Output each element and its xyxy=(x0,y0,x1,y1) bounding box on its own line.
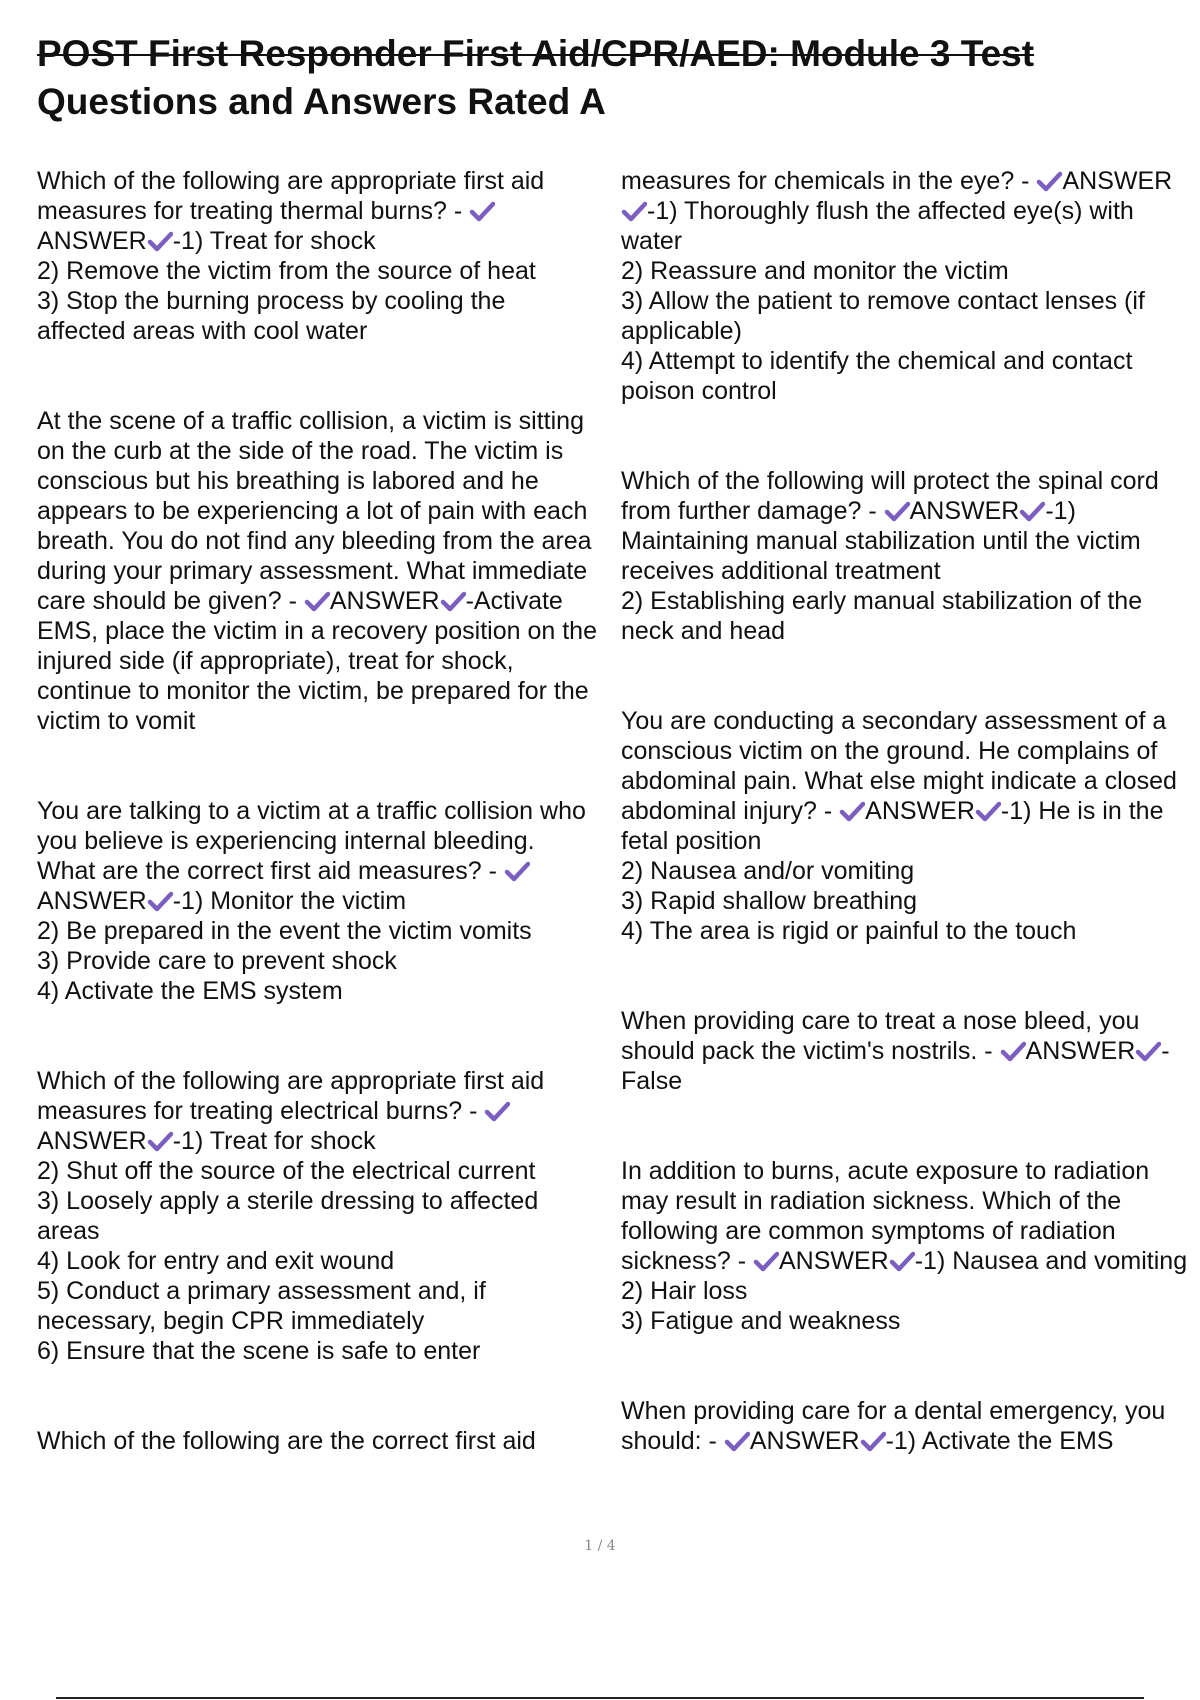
question-text: You are talking to a victim at a traffic collision who you believe is experiencing internal bleeding. What are the correct first aid measures? - xyxy=(37,797,586,885)
answer-list-item: 4) Attempt to identify the chemical and contact poison control xyxy=(621,347,1133,405)
checkmark-icon xyxy=(621,200,647,222)
checkmark-icon xyxy=(753,1250,779,1272)
title-line-1: POST First Responder First Aid/CPR/AED: Module 3 Test xyxy=(37,33,1035,74)
qa-paragraph xyxy=(621,1396,1196,1456)
qa-paragraph xyxy=(621,466,1196,586)
answer-list-item: 3) Allow the patient to remove contact lenses (if applicable) xyxy=(621,287,1145,345)
answer-text: -1) Maintaining manual stabilization until the victim receives additional treatment xyxy=(621,497,1141,585)
answer-label: ANSWER xyxy=(37,887,147,915)
checkmark-icon xyxy=(1000,1040,1026,1062)
answer-label: ANSWER xyxy=(1062,167,1173,195)
qa-paragraph xyxy=(621,1006,1196,1096)
answer-list-item: 2) Remove the victim from the source of heat xyxy=(37,257,536,285)
answer-label: ANSWER xyxy=(329,587,440,615)
question-text: Which of the following are appropriate first aid measures for treating electrical burns? - xyxy=(37,1067,545,1125)
answer-label: ANSWER xyxy=(37,227,147,255)
answer-list-item: 4) Look for entry and exit wound xyxy=(37,1247,395,1275)
qa-item xyxy=(621,466,1196,646)
answer-text: -1) Thoroughly flush the affected eye(s) with water xyxy=(621,197,1134,255)
checkmark-icon xyxy=(147,1130,173,1152)
qa-paragraph xyxy=(37,406,597,736)
answer-label: ANSWER xyxy=(909,497,1020,525)
answer-text: -1) Monitor the victim xyxy=(172,887,407,915)
qa-paragraph xyxy=(37,1426,597,1456)
answer-list-item: 5) Conduct a primary assessment and, if necessary, begin CPR immediately xyxy=(37,1277,486,1335)
answer-list-item: 4) The area is rigid or painful to the touch xyxy=(621,917,1077,945)
answer-list-item: 3) Rapid shallow breathing xyxy=(621,887,918,915)
question-text: In addition to burns, acute exposure to radiation may result in radiation sickness. Which of the following are common symptoms of radiation sickness? - xyxy=(621,1157,1150,1275)
answer-list-item: 3) Provide care to prevent shock xyxy=(37,947,397,975)
question-text: Which of the following will protect the spinal cord from further damage? - xyxy=(621,467,1159,525)
answer-list-item: 2) Be prepared in the event the victim vomits xyxy=(37,917,532,945)
qa-item xyxy=(621,706,1196,946)
answer-list-item: 4) Activate the EMS system xyxy=(37,977,343,1005)
checkmark-icon xyxy=(504,860,530,882)
checkmark-icon xyxy=(839,800,865,822)
qa-item xyxy=(37,1066,597,1366)
checkmark-icon xyxy=(1019,500,1045,522)
checkmark-icon xyxy=(469,200,495,222)
footer-divider xyxy=(56,1697,1144,1699)
checkmark-icon xyxy=(975,800,1001,822)
question-text: You are conducting a secondary assessment of a conscious victim on the ground. He complains of abdominal pain. What else might indicate a closed abdominal injury? - xyxy=(621,707,1177,825)
checkmark-icon xyxy=(1036,170,1062,192)
answer-list-item: 6) Ensure that the scene is safe to enter xyxy=(37,1337,481,1365)
qa-paragraph xyxy=(37,166,597,256)
qa-item xyxy=(621,166,1196,406)
qa-item xyxy=(37,166,597,346)
answer-label: ANSWER xyxy=(749,1427,860,1455)
answer-text: -Activate EMS, place the victim in a recovery position on the injured side (if appropriate), treat for shock, continue to monitor the victim, be prepared for the victim to vomit xyxy=(37,587,597,735)
answer-list-item: 3) Stop the burning process by cooling the affected areas with cool water xyxy=(37,287,506,345)
checkmark-icon xyxy=(440,590,466,612)
answer-text: -1) Activate the EMS xyxy=(885,1427,1114,1455)
qa-item xyxy=(37,406,597,736)
answer-list-item: 2) Reassure and monitor the victim xyxy=(621,257,1009,285)
page-number: 1 / 4 xyxy=(584,1538,616,1554)
question-text: When providing care for a dental emergency, you should: - xyxy=(621,1397,1166,1455)
answer-label: ANSWER xyxy=(37,1127,147,1155)
question-text: measures for chemicals in the eye? - xyxy=(621,167,1030,195)
answer-list-item: 3) Loosely apply a sterile dressing to affected areas xyxy=(37,1187,539,1245)
checkmark-icon xyxy=(1135,1040,1161,1062)
qa-paragraph xyxy=(37,796,597,916)
checkmark-icon xyxy=(860,1430,886,1452)
document-title xyxy=(37,30,1167,126)
qa-item xyxy=(37,796,597,1006)
qa-paragraph xyxy=(621,706,1196,856)
answer-list-item: 2) Nausea and/or vomiting xyxy=(621,857,915,885)
answer-text: -1) Treat for shock xyxy=(172,1127,376,1155)
qa-item xyxy=(37,1426,597,1456)
qa-paragraph xyxy=(621,1156,1196,1276)
checkmark-icon xyxy=(884,500,910,522)
qa-paragraph xyxy=(621,166,1196,256)
checkmark-icon xyxy=(889,1250,915,1272)
qa-paragraph xyxy=(37,1066,597,1156)
answer-label: ANSWER xyxy=(1025,1037,1136,1065)
answer-text: -False xyxy=(621,1037,1170,1095)
answer-label: ANSWER xyxy=(865,797,975,825)
answer-text: -1) Treat for shock xyxy=(172,227,376,255)
right-column xyxy=(621,166,1196,1516)
left-column xyxy=(37,166,597,1516)
checkmark-icon xyxy=(147,230,173,252)
qa-item xyxy=(621,1396,1196,1456)
answer-label: ANSWER xyxy=(779,1247,889,1275)
answer-list-item: 2) Hair loss xyxy=(621,1277,748,1305)
checkmark-icon xyxy=(484,1100,510,1122)
question-text: Which of the following are the correct first aid xyxy=(37,1427,536,1455)
question-text: At the scene of a traffic collision, a victim is sitting on the curb at the side of the road. The victim is conscious but his breathing is labored and he appears to be experiencing a lot of pain with each breath. You do not find any bleeding from the area during your primary assessment. What immediate care should be given? - xyxy=(37,407,592,615)
answer-list-item: 2) Shut off the source of the electrical current xyxy=(37,1157,536,1185)
checkmark-icon xyxy=(304,590,330,612)
question-text: Which of the following are appropriate first aid measures for treating thermal burns? - xyxy=(37,167,545,225)
answer-list-item: 3) Fatigue and weakness xyxy=(621,1307,901,1335)
answer-text: -1) He is in the fetal position xyxy=(621,797,1164,855)
checkmark-icon xyxy=(724,1430,750,1452)
answer-list-item: 2) Establishing early manual stabilization of the neck and head xyxy=(621,587,1143,645)
qa-item xyxy=(621,1006,1196,1096)
qa-item xyxy=(621,1156,1196,1336)
checkmark-icon xyxy=(147,890,173,912)
answer-text: -1) Nausea and vomiting xyxy=(914,1247,1188,1275)
question-text: When providing care to treat a nose bleed, you should pack the victim's nostrils. - xyxy=(621,1007,1140,1065)
title-line-2: Questions and Answers Rated A xyxy=(37,81,606,122)
